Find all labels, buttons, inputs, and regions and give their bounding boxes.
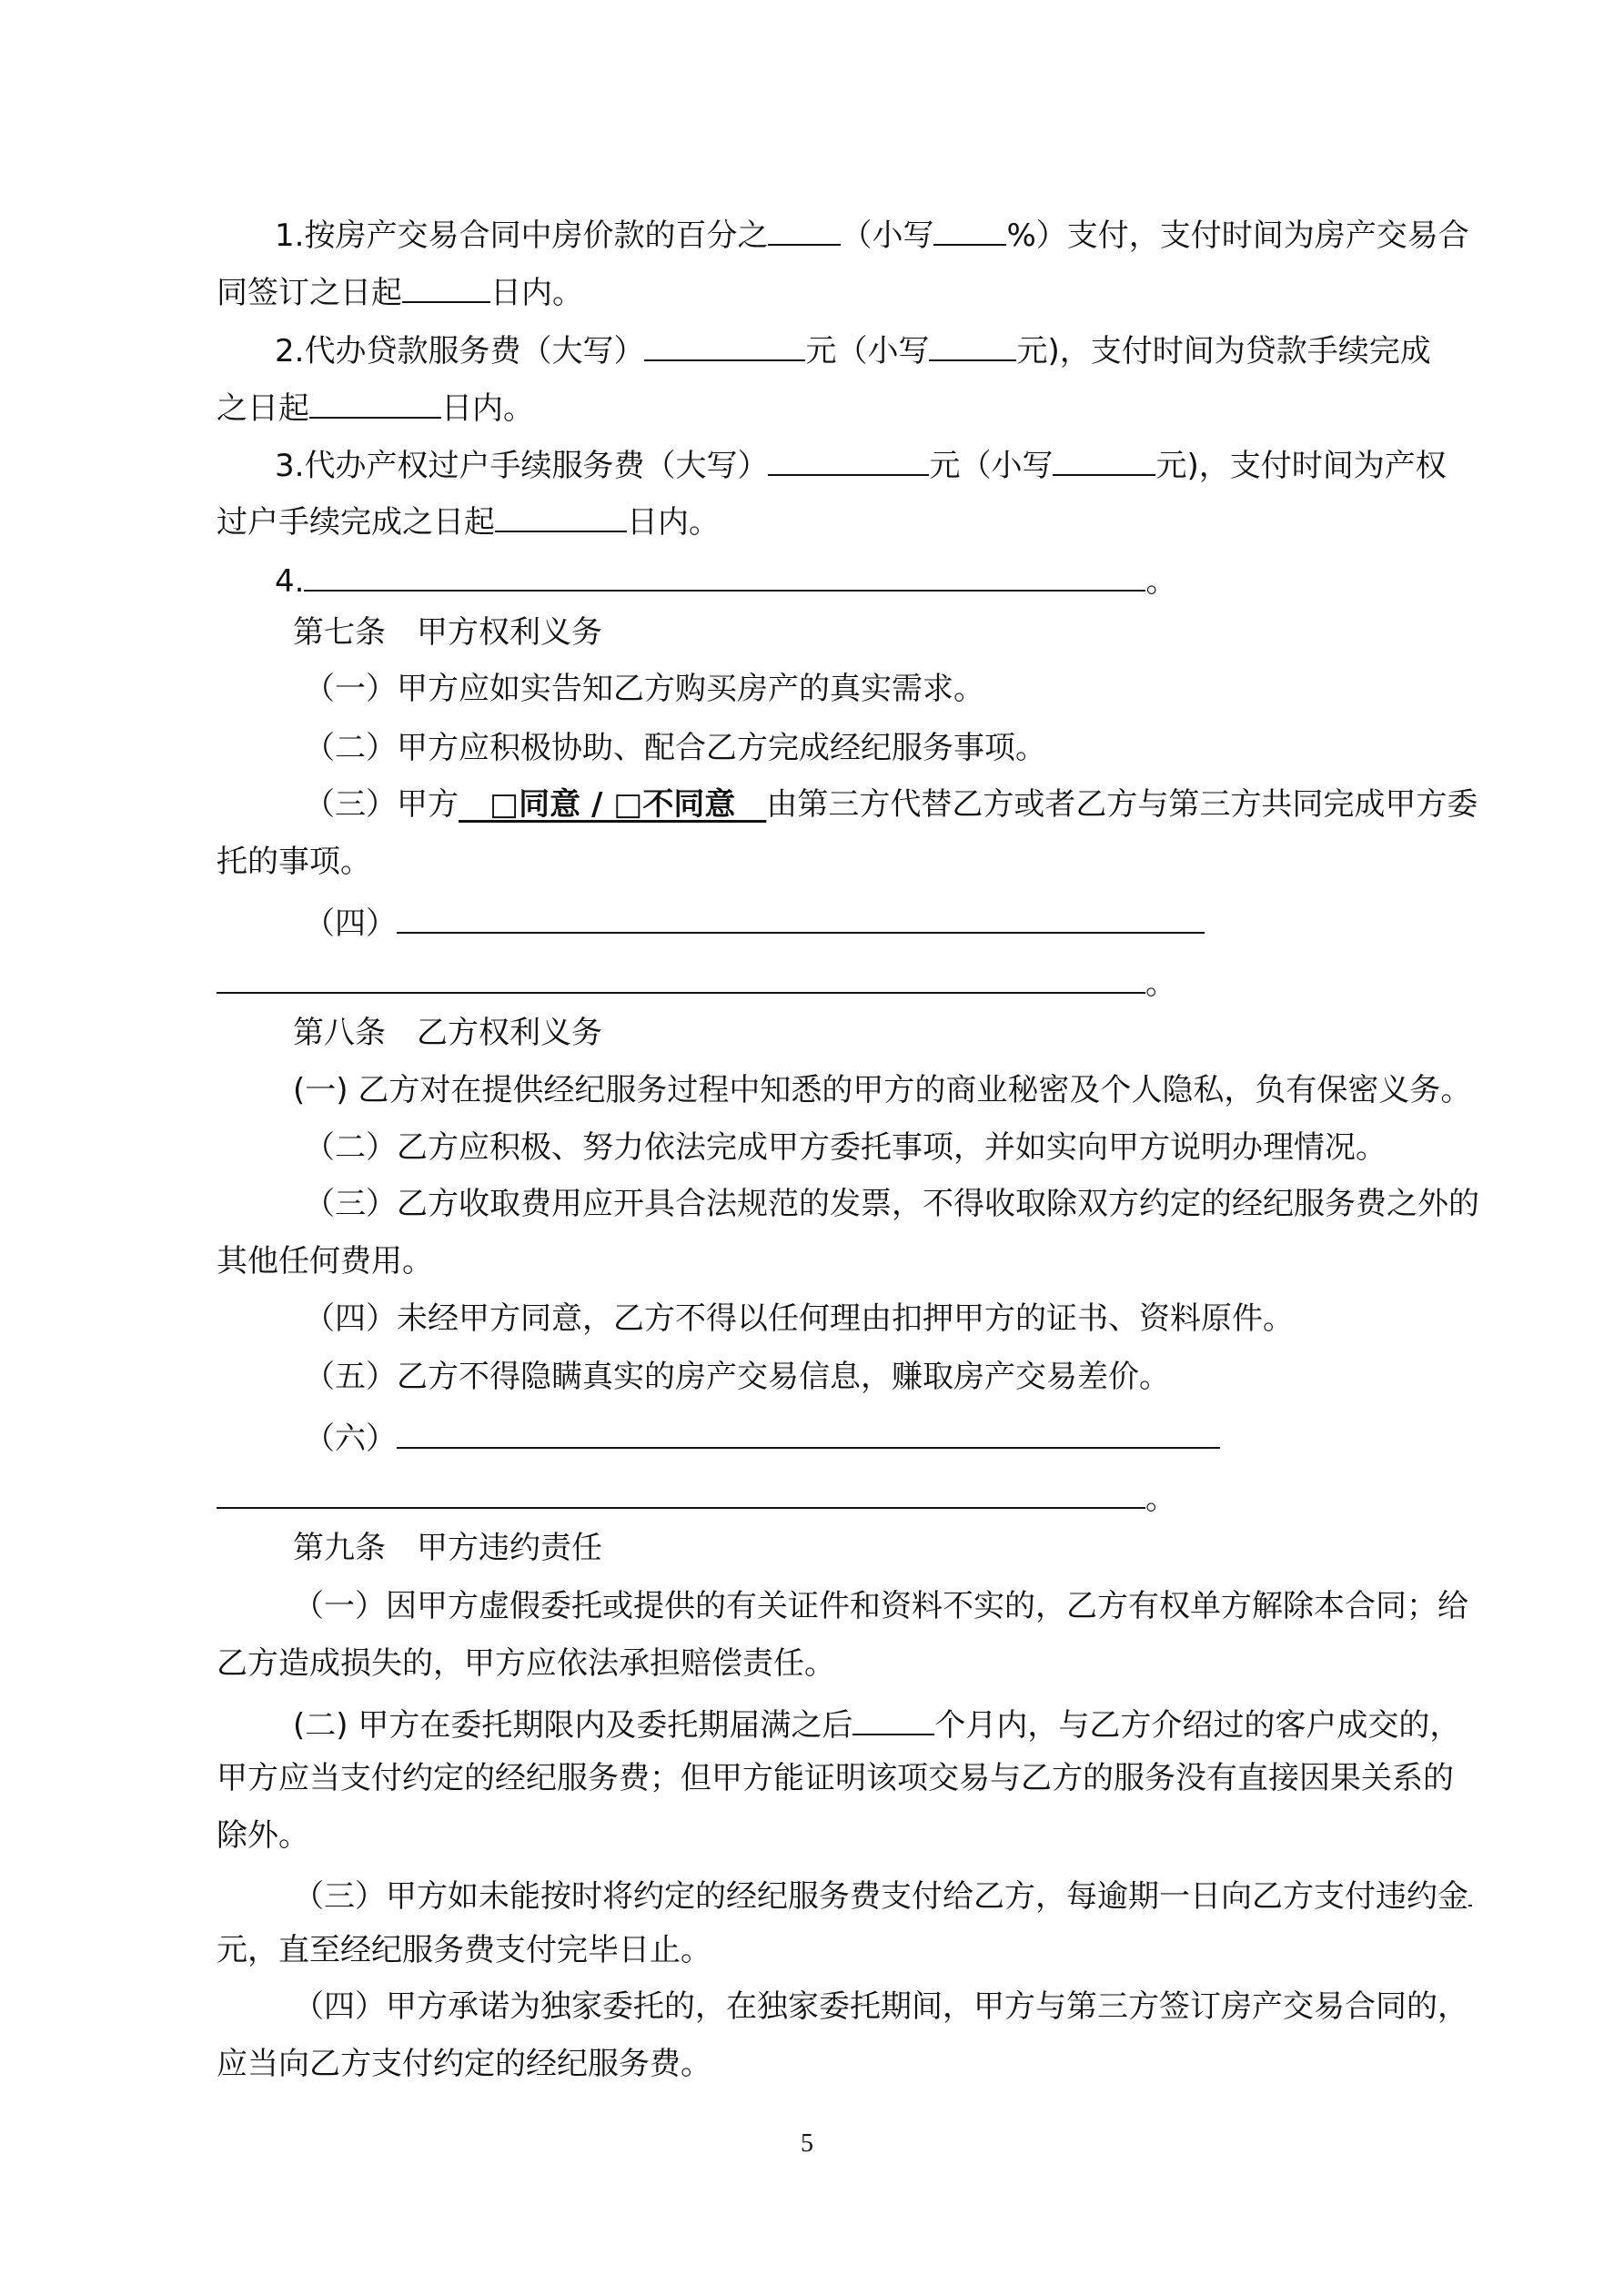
article-8-item-4: （四）未经甲方同意，乙方不得以任何理由扣押甲方的证书、资料原件。 (304, 1300, 1294, 1337)
blank-field[interactable] (217, 956, 1145, 994)
text: 日内。 (627, 504, 720, 541)
text: 元（小写 (929, 448, 1054, 484)
text: （六） (304, 1421, 397, 1457)
article-8-item-6-cont (217, 1471, 1176, 1518)
article-8-item-6 (304, 1411, 1220, 1458)
blank-field[interactable] (1468, 1868, 1472, 1907)
text: 过户手续完成之日起 (217, 504, 495, 541)
article-9-item-1-cont: 乙方造成损失的，甲方应依法承担赔偿责任。 (217, 1645, 835, 1682)
blank-field[interactable] (309, 380, 441, 419)
article-7-item-3-cont: 托的事项。 (217, 844, 371, 880)
blank-field[interactable] (217, 1471, 1145, 1509)
clause-6-item-1-cont (217, 265, 583, 312)
article-7-item-2: （二）甲方应积极协助、配合乙方完成经纪服务事项。 (304, 730, 1046, 766)
text: （小写 (841, 217, 934, 254)
clause-6-item-1 (275, 207, 1469, 255)
blank-field[interactable] (304, 553, 1145, 592)
article-7-item-3 (304, 781, 1478, 828)
text: 元)，支付时间为产权 (1155, 448, 1447, 484)
blank-field[interactable] (933, 207, 1006, 246)
text: %）支付，支付时间为房产交易合 (1006, 217, 1469, 254)
text: (二) 甲方在委托期限内及委托期届满之后 (293, 1707, 853, 1744)
clause-6-item-3 (275, 438, 1447, 485)
text: 日内。 (441, 390, 534, 427)
blank-field[interactable] (929, 323, 1016, 361)
article-9-item-2-end: 除外。 (217, 1817, 309, 1854)
clause-6-item-2-cont (217, 380, 534, 428)
article-8-item-3-cont: 其他任何费用。 (217, 1243, 433, 1279)
page-number: 5 (801, 2129, 813, 2158)
text: 元)，支付时间为贷款手续完成 (1016, 333, 1431, 369)
blank-field[interactable] (768, 438, 929, 476)
article-8-item-3: （三）乙方收取费用应开具合法规范的发票，不得收取除双方约定的经纪服务费之外的 (304, 1186, 1479, 1222)
article-9-item-2-cont: 甲方应当支付约定的经纪服务费；但甲方能证明该项交易与乙方的服务没有直接因果关系的 (217, 1760, 1454, 1796)
text: 。 (1145, 966, 1176, 1002)
article-9-item-3 (293, 1868, 1468, 1916)
article-8-heading: 第八条 乙方权利义务 (293, 1015, 602, 1051)
article-7-heading: 第七条 甲方权利义务 (293, 614, 602, 651)
article-9-item-4-cont: 应当向乙方支付约定的经纪服务费。 (217, 2046, 711, 2082)
text: 1.按房产交易合同中房价款的百分之 (275, 217, 769, 254)
text: 。 (1145, 1481, 1176, 1517)
text: （三）甲方如未能按时将约定的经纪服务费支付给乙方，每逾期一日向乙方支付违约金 (293, 1878, 1468, 1915)
blank-field[interactable] (397, 1411, 1220, 1449)
article-7-item-1: （一）甲方应如实告知乙方购买房产的真实需求。 (304, 671, 984, 707)
text: （三）甲方 (304, 786, 459, 823)
text: （四） (304, 905, 397, 942)
article-8-item-5: （五）乙方不得隐瞒真实的房产交易信息，赚取房产交易差价。 (304, 1359, 1170, 1395)
article-7-item-4-cont (217, 956, 1176, 1003)
blank-field[interactable] (495, 494, 627, 532)
text: 3.代办产权过户手续服务费（大写） (275, 448, 769, 484)
article-9-heading: 第九条 甲方违约责任 (293, 1530, 602, 1566)
article-7-item-4 (304, 895, 1205, 943)
clause-6-item-3-cont (217, 494, 720, 541)
blank-field[interactable] (768, 207, 841, 246)
article-8-item-1: (一) 乙方对在提供经纪服务过程中知悉的甲方的商业秘密及个人隐私，负有保密义务。 (293, 1072, 1472, 1108)
text: 日内。 (490, 275, 583, 311)
blank-field[interactable] (402, 265, 490, 303)
article-9-item-1: （一）因甲方虚假委托或提供的有关证件和资料不实的，乙方有权单方解除本合同；给 (293, 1588, 1468, 1624)
text: 4. (275, 563, 305, 600)
clause-6-item-2 (275, 323, 1431, 370)
article-9-item-3-cont: 元，直至经纪服务费支付完毕日止。 (217, 1932, 711, 1968)
text: 2.代办贷款服务费（大写） (275, 333, 645, 369)
agree-disagree-checkbox-option[interactable]: □同意 / □不同意 (459, 786, 767, 823)
article-8-item-2: （二）乙方应积极、努力依法完成甲方委托事项，并如实向甲方说明办理情况。 (304, 1129, 1387, 1166)
blank-field[interactable] (397, 895, 1205, 934)
text: 由第三方代替乙方或者乙方与第三方共同完成甲方委 (766, 786, 1478, 823)
text: 个月内，与乙方介绍过的客户成交的， (934, 1707, 1461, 1744)
text: 元（小写 (805, 333, 930, 369)
text: 。 (1145, 563, 1177, 600)
article-9-item-4: （四）甲方承诺为独家委托的，在独家委托期间，甲方与第三方签订房产交易合同的， (293, 1988, 1468, 2025)
text: 同签订之日起 (217, 275, 402, 311)
blank-field[interactable] (852, 1697, 934, 1735)
blank-field[interactable] (644, 323, 805, 361)
text: 之日起 (217, 390, 309, 427)
clause-6-item-4 (275, 553, 1176, 601)
blank-field[interactable] (1053, 438, 1155, 476)
article-9-item-2 (293, 1697, 1461, 1745)
